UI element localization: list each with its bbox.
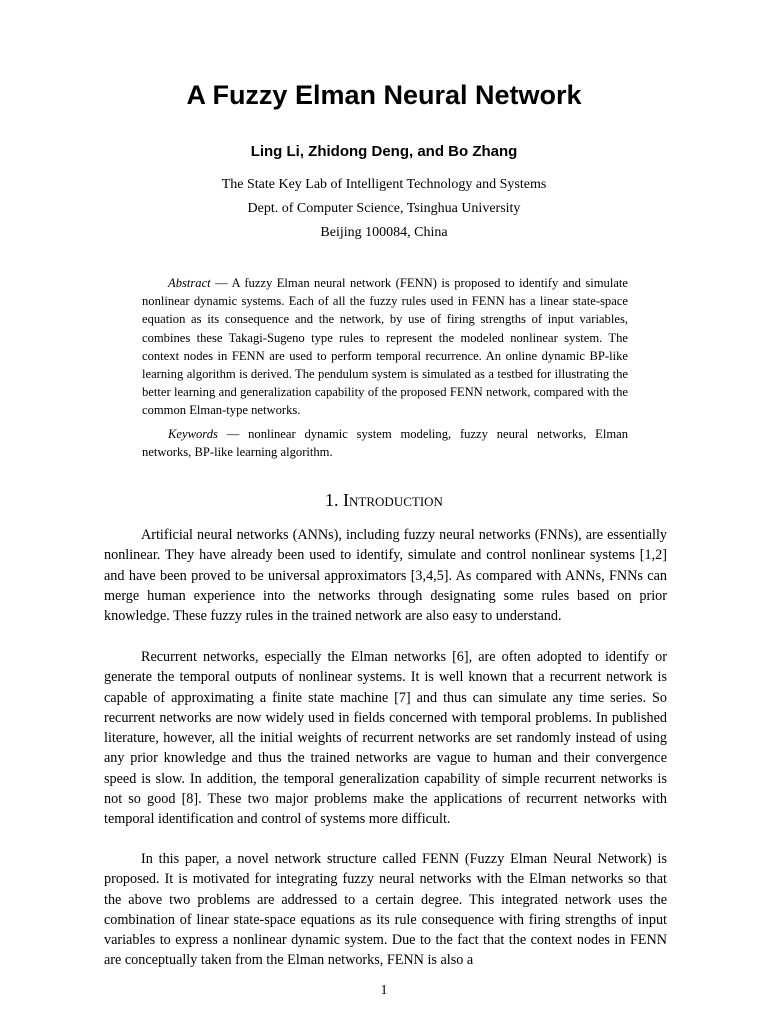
keywords-dash: —	[217, 427, 249, 441]
section-title-rest: ntroduction	[349, 490, 443, 510]
page-number: 1	[380, 983, 388, 998]
keywords	[142, 425, 628, 461]
abstract	[142, 274, 628, 420]
intro-paragraph-2: Recurrent networks, especially the Elman networks [6], are often adopted to identify or generate the temporal outputs of nonlinear systems. It is well known that a recurrent network is capable of approximating a finite state machine [7] and thus can simulate any time series. So recurrent networks are now widely used in fields concerned with temporal problems. In published literature, however, all the initial weights of recurrent networks are set randomly instead of using any prior knowledge and thus the trained networks are vague to human and their convergence speed is slow. In addition, the temporal generalization capability of simple recurrent networks is not so good [8]. These two major problems make the applications of recurrent networks with temporal identification and control of systems more difficult.	[104, 649, 667, 828]
abstract-text: A fuzzy Elman neural network (FENN) is proposed to identify and simulate nonlinear dynamic systems. Each of all the fuzzy rules used in FENN has a linear state-space equation as its consequence and the network, by use of firing strengths of input variables, combines these Takagi-Sugeno type rules to represent the modeled nonlinear system. The context nodes in FENN are used to perform temporal recurrence. An online dynamic BP-like learning algorithm is derived. The pendulum system is simulated as a testbed for illustrating the better learning and generalization capability of the proposed FENN network, compared with the common Elman-type networks.	[142, 276, 628, 418]
keywords-text: nonlinear dynamic system modeling, fuzzy neural networks, Elman networks, BP-like learning algorithm.	[142, 427, 628, 460]
abstract-dash: —	[210, 276, 232, 290]
keywords-label: Keywords	[168, 427, 218, 441]
affiliation-line-city: Beijing 100084, China	[320, 225, 448, 240]
affiliation-line-dept: Dept. of Computer Science, Tsinghua University	[247, 201, 521, 216]
paper-title: A Fuzzy Elman Neural Network	[186, 80, 582, 110]
intro-paragraph-1: Artificial neural networks (ANNs), including fuzzy neural networks (FNNs), are essentially nonlinear. They have already been used to identify, simulate and control nonlinear systems [1,2] and have been proved to be universal approximators [3,4,5]. As compared with ANNs, FNNs can merge human experience into the networks through designating some rules based on prior knowledge. These fuzzy rules in the trained network are also easy to understand.	[104, 527, 667, 625]
section-heading-introduction	[0, 489, 768, 511]
section-initial: I	[343, 490, 350, 510]
section-number: 1.	[325, 490, 344, 510]
intro-paragraph-3: In this paper, a novel network structure called FENN (Fuzzy Elman Neural Network) is proposed. It is motivated for integrating fuzzy neural networks with the Elman networks so that the above two problems are addressed to a certain degree. This integrated network uses the combination of linear state-space equations as its rule consequence with firing strengths of input variables to express a nonlinear dynamic system. Due to the fact that the context nodes in FENN are conceptually taken from the Elman networks, FENN is also a	[104, 851, 667, 969]
abstract-label: Abstract	[168, 276, 211, 290]
author-list: Ling Li, Zhidong Deng, and Bo Zhang	[250, 143, 518, 160]
affiliation-line-lab: The State Key Lab of Intelligent Technology and Systems	[221, 177, 547, 192]
